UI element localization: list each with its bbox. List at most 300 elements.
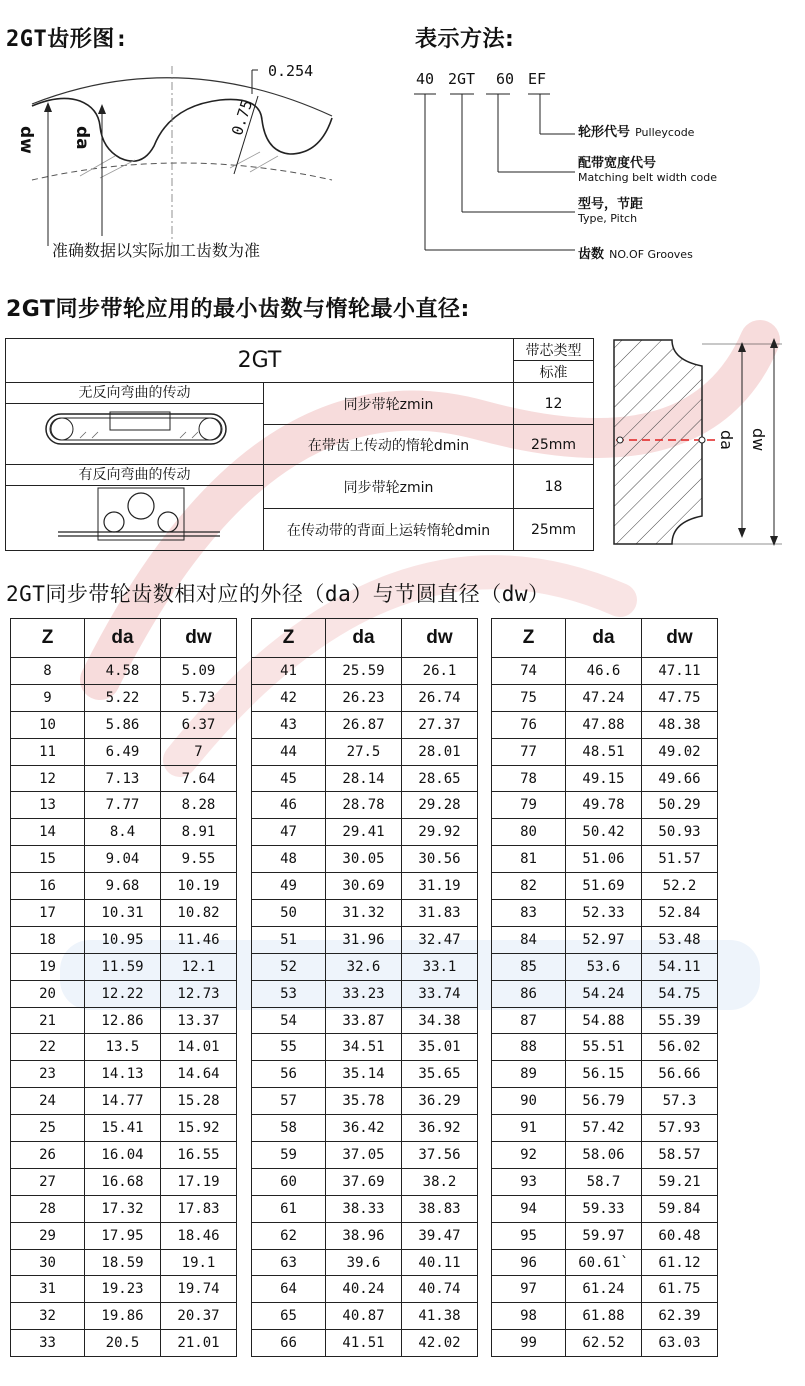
da-cell: 58.06 <box>566 1142 642 1169</box>
dw-cell: 31.19 <box>402 873 478 900</box>
notation-item-type: 型号，节距 Type, Pitch <box>578 197 644 225</box>
tooth-profile-diagram <box>20 56 350 256</box>
teeth-cell: 60 <box>252 1168 326 1195</box>
dw-cell: 56.02 <box>642 1034 718 1061</box>
table-row <box>252 1330 478 1357</box>
table-row <box>492 1249 718 1276</box>
table-row <box>492 684 718 711</box>
teeth-cell: 11 <box>11 738 85 765</box>
profile-note: 准确数据以实际加工齿数为准 <box>52 241 261 260</box>
teeth-cell: 54 <box>252 1007 326 1034</box>
table-row <box>252 738 478 765</box>
table-row <box>252 926 478 953</box>
dw-cell: 26.1 <box>402 658 478 685</box>
da-cell: 61.24 <box>566 1276 642 1303</box>
dw-cell: 7 <box>161 738 237 765</box>
da-cell: 17.32 <box>85 1195 161 1222</box>
teeth-cell: 19 <box>11 953 85 980</box>
notation-leaders <box>410 86 580 258</box>
teeth-cell: 13 <box>11 792 85 819</box>
da-cell: 5.86 <box>85 711 161 738</box>
teeth-cell: 91 <box>492 1115 566 1142</box>
teeth-cell: 99 <box>492 1330 566 1357</box>
teeth-cell: 10 <box>11 711 85 738</box>
teeth-cell: 61 <box>252 1195 326 1222</box>
teeth-cell: 77 <box>492 738 566 765</box>
row-label: 在传动带的背面上运转惰轮dmin <box>264 509 514 551</box>
table-row <box>492 1222 718 1249</box>
dw-cell: 48.38 <box>642 711 718 738</box>
table-row <box>252 1088 478 1115</box>
notation-title: 表示方法: <box>415 27 515 52</box>
table-row <box>252 900 478 927</box>
dw-cell: 49.66 <box>642 765 718 792</box>
dw-cell: 20.37 <box>161 1303 237 1330</box>
da-cell: 33.87 <box>326 1007 402 1034</box>
da-cell: 54.24 <box>566 980 642 1007</box>
teeth-cell: 12 <box>11 765 85 792</box>
table-row <box>492 1088 718 1115</box>
teeth-cell: 82 <box>492 873 566 900</box>
da-cell: 16.68 <box>85 1168 161 1195</box>
da-cell: 12.86 <box>85 1007 161 1034</box>
table-row <box>11 1276 237 1303</box>
da-cell: 59.33 <box>566 1195 642 1222</box>
table-row <box>252 873 478 900</box>
teeth-cell: 23 <box>11 1061 85 1088</box>
da-cell: 60.61` <box>566 1249 642 1276</box>
teeth-cell: 98 <box>492 1303 566 1330</box>
da-cell: 38.33 <box>326 1195 402 1222</box>
da-cell: 31.32 <box>326 900 402 927</box>
no-reverse-bend-drawing <box>10 404 260 460</box>
teeth-cell: 94 <box>492 1195 566 1222</box>
teeth-cell: 50 <box>252 900 326 927</box>
dw-cell: 12.73 <box>161 980 237 1007</box>
row-label: 同步带轮zmin <box>264 383 514 425</box>
column-header: dw <box>402 619 478 658</box>
table-row <box>11 1249 237 1276</box>
da-cell: 48.51 <box>566 738 642 765</box>
dw-cell: 32.47 <box>402 926 478 953</box>
da-cell: 16.04 <box>85 1142 161 1169</box>
teeth-cell: 64 <box>252 1276 326 1303</box>
table-row <box>492 1034 718 1061</box>
teeth-cell: 43 <box>252 711 326 738</box>
section-label-da: da <box>717 430 736 450</box>
da-cell: 56.79 <box>566 1088 642 1115</box>
table-row <box>492 658 718 685</box>
da-cell: 55.51 <box>566 1034 642 1061</box>
teeth-cell: 44 <box>252 738 326 765</box>
da-cell: 12.22 <box>85 980 161 1007</box>
table-row <box>11 1061 237 1088</box>
teeth-cell: 30 <box>11 1249 85 1276</box>
table-row <box>492 1115 718 1142</box>
table-row <box>11 1330 237 1357</box>
dw-cell: 31.83 <box>402 900 478 927</box>
table-row <box>11 1115 237 1142</box>
table-row <box>492 980 718 1007</box>
dw-cell: 56.66 <box>642 1061 718 1088</box>
table-row <box>252 1195 478 1222</box>
teeth-cell: 46 <box>252 792 326 819</box>
dw-cell: 13.37 <box>161 1007 237 1034</box>
dw-cell: 19.74 <box>161 1276 237 1303</box>
dw-cell: 19.1 <box>161 1249 237 1276</box>
dw-cell: 35.65 <box>402 1061 478 1088</box>
teeth-cell: 65 <box>252 1303 326 1330</box>
row-value: 12 <box>514 383 594 425</box>
da-cell: 14.13 <box>85 1061 161 1088</box>
teeth-cell: 87 <box>492 1007 566 1034</box>
teeth-cell: 28 <box>11 1195 85 1222</box>
table-row <box>252 1061 478 1088</box>
da-cell: 17.95 <box>85 1222 161 1249</box>
teeth-cell: 57 <box>252 1088 326 1115</box>
dim-0254: 0.254 <box>268 62 314 80</box>
table-row <box>252 1115 478 1142</box>
section3-title: 2GT同步带轮齿数相对应的外径（da）与节圆直径（dw） <box>6 582 550 606</box>
teeth-cell: 45 <box>252 765 326 792</box>
da-cell: 51.69 <box>566 873 642 900</box>
teeth-cell: 26 <box>11 1142 85 1169</box>
core-type-label: 带芯类型 <box>514 339 594 361</box>
section-label-dw: dw <box>749 428 768 452</box>
da-cell: 61.88 <box>566 1303 642 1330</box>
min-teeth-table <box>5 338 594 551</box>
teeth-cell: 85 <box>492 953 566 980</box>
teeth-cell: 81 <box>492 846 566 873</box>
dw-cell: 52.2 <box>642 873 718 900</box>
table-row <box>492 1061 718 1088</box>
da-cell: 56.15 <box>566 1061 642 1088</box>
table-row <box>252 1276 478 1303</box>
teeth-cell: 62 <box>252 1222 326 1249</box>
da-cell: 40.87 <box>326 1303 402 1330</box>
teeth-cell: 48 <box>252 846 326 873</box>
notation-item-pulleycode: 轮形代号 Pulleycode <box>578 125 695 140</box>
dim-075: 0.75 <box>228 97 257 138</box>
dw-cell: 8.91 <box>161 819 237 846</box>
da-cell: 19.23 <box>85 1276 161 1303</box>
table-row <box>252 1168 478 1195</box>
dw-cell: 14.64 <box>161 1061 237 1088</box>
da-cell: 49.15 <box>566 765 642 792</box>
table-row <box>11 1142 237 1169</box>
teeth-cell: 76 <box>492 711 566 738</box>
teeth-cell: 97 <box>492 1276 566 1303</box>
teeth-cell: 84 <box>492 926 566 953</box>
dw-cell: 57.3 <box>642 1088 718 1115</box>
teeth-cell: 63 <box>252 1249 326 1276</box>
row-label: 在带齿上传动的惰轮dmin <box>264 425 514 465</box>
dw-cell: 7.64 <box>161 765 237 792</box>
table-header-row <box>11 619 237 658</box>
dw-cell: 51.57 <box>642 846 718 873</box>
da-cell: 9.04 <box>85 846 161 873</box>
dw-cell: 47.11 <box>642 658 718 685</box>
da-cell: 29.41 <box>326 819 402 846</box>
dw-cell: 52.84 <box>642 900 718 927</box>
da-cell: 37.05 <box>326 1142 402 1169</box>
da-cell: 28.14 <box>326 765 402 792</box>
table-row <box>252 1142 478 1169</box>
da-cell: 15.41 <box>85 1115 161 1142</box>
dw-cell: 33.1 <box>402 953 478 980</box>
table-row <box>11 900 237 927</box>
teeth-cell: 55 <box>252 1034 326 1061</box>
da-cell: 10.31 <box>85 900 161 927</box>
dw-cell: 21.01 <box>161 1330 237 1357</box>
dw-cell: 5.73 <box>161 684 237 711</box>
da-cell: 57.42 <box>566 1115 642 1142</box>
table-header-row <box>252 619 478 658</box>
column-header: dw <box>642 619 718 658</box>
da-cell: 54.88 <box>566 1007 642 1034</box>
da-cell: 7.77 <box>85 792 161 819</box>
dw-cell: 61.12 <box>642 1249 718 1276</box>
table-row <box>11 819 237 846</box>
row-value: 18 <box>514 465 594 509</box>
notation-item-width: 配带宽度代号 Matching belt width code <box>578 156 718 184</box>
dw-cell: 54.11 <box>642 953 718 980</box>
dw-cell: 17.83 <box>161 1195 237 1222</box>
dw-cell: 57.93 <box>642 1115 718 1142</box>
profile-title: 2GT齿形图: <box>6 27 129 52</box>
dw-cell: 58.57 <box>642 1142 718 1169</box>
table-row <box>492 846 718 873</box>
da-cell: 25.59 <box>326 658 402 685</box>
da-cell: 18.59 <box>85 1249 161 1276</box>
teeth-cell: 96 <box>492 1249 566 1276</box>
da-cell: 40.24 <box>326 1276 402 1303</box>
da-cell: 47.24 <box>566 684 642 711</box>
teeth-cell: 16 <box>11 873 85 900</box>
teeth-table-1 <box>10 618 237 1357</box>
code-teeth: 40 <box>416 70 435 88</box>
teeth-cell: 24 <box>11 1088 85 1115</box>
belt-type-header: 2GT <box>6 339 514 383</box>
teeth-cell: 80 <box>492 819 566 846</box>
code-width: 60 <box>496 70 515 88</box>
column-header: da <box>85 619 161 658</box>
dw-cell: 59.84 <box>642 1195 718 1222</box>
da-cell: 38.96 <box>326 1222 402 1249</box>
row-value: 25mm <box>514 425 594 465</box>
table-row <box>252 819 478 846</box>
teeth-cell: 41 <box>252 658 326 685</box>
dw-cell: 6.37 <box>161 711 237 738</box>
column-header: Z <box>11 619 85 658</box>
teeth-cell: 56 <box>252 1061 326 1088</box>
dw-cell: 16.55 <box>161 1142 237 1169</box>
column-header: dw <box>161 619 237 658</box>
dw-cell: 53.48 <box>642 926 718 953</box>
table-row <box>252 846 478 873</box>
table-row <box>252 953 478 980</box>
teeth-cell: 33 <box>11 1330 85 1357</box>
da-cell: 6.49 <box>85 738 161 765</box>
da-cell: 30.69 <box>326 873 402 900</box>
teeth-cell: 58 <box>252 1115 326 1142</box>
code-type: 2GT <box>448 70 476 88</box>
table-row <box>11 1195 237 1222</box>
table-row <box>492 1007 718 1034</box>
dw-cell: 11.46 <box>161 926 237 953</box>
teeth-cell: 25 <box>11 1115 85 1142</box>
table-row <box>492 1168 718 1195</box>
teeth-cell: 79 <box>492 792 566 819</box>
da-cell: 7.13 <box>85 765 161 792</box>
teeth-cell: 89 <box>492 1061 566 1088</box>
dw-cell: 61.75 <box>642 1276 718 1303</box>
dw-cell: 38.83 <box>402 1195 478 1222</box>
da-cell: 10.95 <box>85 926 161 953</box>
da-cell: 28.78 <box>326 792 402 819</box>
table-row <box>11 765 237 792</box>
group-no-reverse <box>6 383 264 465</box>
dw-cell: 30.56 <box>402 846 478 873</box>
da-cell: 33.23 <box>326 980 402 1007</box>
column-header: Z <box>492 619 566 658</box>
dw-cell: 41.38 <box>402 1303 478 1330</box>
teeth-cell: 88 <box>492 1034 566 1061</box>
dw-cell: 36.29 <box>402 1088 478 1115</box>
table-row <box>252 658 478 685</box>
table-row <box>11 873 237 900</box>
da-cell: 52.97 <box>566 926 642 953</box>
dw-cell: 29.92 <box>402 819 478 846</box>
table-row <box>492 1276 718 1303</box>
da-cell: 27.5 <box>326 738 402 765</box>
teeth-cell: 31 <box>11 1276 85 1303</box>
teeth-cell: 32 <box>11 1303 85 1330</box>
table-row <box>11 738 237 765</box>
table-row <box>492 873 718 900</box>
table-row <box>11 684 237 711</box>
dw-cell: 28.01 <box>402 738 478 765</box>
teeth-cell: 95 <box>492 1222 566 1249</box>
table-row <box>492 819 718 846</box>
table-row <box>11 658 237 685</box>
teeth-cell: 78 <box>492 765 566 792</box>
da-cell: 37.69 <box>326 1168 402 1195</box>
dw-cell: 59.21 <box>642 1168 718 1195</box>
table-row <box>492 1330 718 1357</box>
table-row <box>252 1222 478 1249</box>
dw-cell: 60.48 <box>642 1222 718 1249</box>
da-cell: 35.78 <box>326 1088 402 1115</box>
dw-cell: 47.75 <box>642 684 718 711</box>
da-cell: 51.06 <box>566 846 642 873</box>
teeth-cell: 51 <box>252 926 326 953</box>
core-type-value: 标准 <box>514 361 594 383</box>
notation-item-grooves: 齿数 NO.OF Grooves <box>578 247 693 262</box>
da-cell: 46.6 <box>566 658 642 685</box>
table-row <box>492 1303 718 1330</box>
da-cell: 41.51 <box>326 1330 402 1357</box>
teeth-cell: 47 <box>252 819 326 846</box>
dw-cell: 26.74 <box>402 684 478 711</box>
table-row <box>11 1034 237 1061</box>
table-row <box>11 711 237 738</box>
dw-cell: 9.55 <box>161 846 237 873</box>
teeth-cell: 52 <box>252 953 326 980</box>
row-value: 25mm <box>514 509 594 551</box>
teeth-cell: 83 <box>492 900 566 927</box>
table-row <box>11 846 237 873</box>
table-row <box>11 926 237 953</box>
table-row <box>492 900 718 927</box>
da-cell: 19.86 <box>85 1303 161 1330</box>
group-title: 无反向弯曲的传动 <box>6 383 263 404</box>
table-row <box>252 1249 478 1276</box>
dw-cell: 5.09 <box>161 658 237 685</box>
dw-cell: 42.02 <box>402 1330 478 1357</box>
da-cell: 34.51 <box>326 1034 402 1061</box>
teeth-table-3 <box>491 618 718 1357</box>
teeth-cell: 20 <box>11 980 85 1007</box>
da-cell: 47.88 <box>566 711 642 738</box>
code-pulley: EF <box>528 70 547 88</box>
teeth-cell: 18 <box>11 926 85 953</box>
table-row <box>252 684 478 711</box>
table-row <box>492 1195 718 1222</box>
table-row <box>252 1303 478 1330</box>
dw-cell: 38.2 <box>402 1168 478 1195</box>
dw-cell: 49.02 <box>642 738 718 765</box>
dw-cell: 12.1 <box>161 953 237 980</box>
table-row <box>11 953 237 980</box>
dw-cell: 18.46 <box>161 1222 237 1249</box>
da-cell: 32.6 <box>326 953 402 980</box>
dw-cell: 10.82 <box>161 900 237 927</box>
table-header-row <box>492 619 718 658</box>
teeth-cell: 27 <box>11 1168 85 1195</box>
table-row <box>492 953 718 980</box>
table-row <box>11 1222 237 1249</box>
teeth-cell: 92 <box>492 1142 566 1169</box>
da-cell: 39.6 <box>326 1249 402 1276</box>
group-title: 有反向弯曲的传动 <box>6 465 263 486</box>
teeth-cell: 42 <box>252 684 326 711</box>
dw-cell: 54.75 <box>642 980 718 1007</box>
teeth-cell: 90 <box>492 1088 566 1115</box>
group-reverse <box>6 465 264 551</box>
dw-cell: 29.28 <box>402 792 478 819</box>
teeth-cell: 21 <box>11 1007 85 1034</box>
da-cell: 58.7 <box>566 1168 642 1195</box>
da-cell: 52.33 <box>566 900 642 927</box>
dw-cell: 27.37 <box>402 711 478 738</box>
table-row <box>11 1303 237 1330</box>
da-cell: 26.87 <box>326 711 402 738</box>
teeth-cell: 75 <box>492 684 566 711</box>
dw-cell: 34.38 <box>402 1007 478 1034</box>
teeth-cell: 14 <box>11 819 85 846</box>
dw-cell: 33.74 <box>402 980 478 1007</box>
table-row <box>252 980 478 1007</box>
table-row <box>11 792 237 819</box>
da-cell: 9.68 <box>85 873 161 900</box>
table-row <box>492 926 718 953</box>
table-row <box>11 1168 237 1195</box>
reverse-bend-drawing <box>10 486 260 546</box>
da-cell: 50.42 <box>566 819 642 846</box>
table-row <box>492 1142 718 1169</box>
teeth-cell: 8 <box>11 658 85 685</box>
